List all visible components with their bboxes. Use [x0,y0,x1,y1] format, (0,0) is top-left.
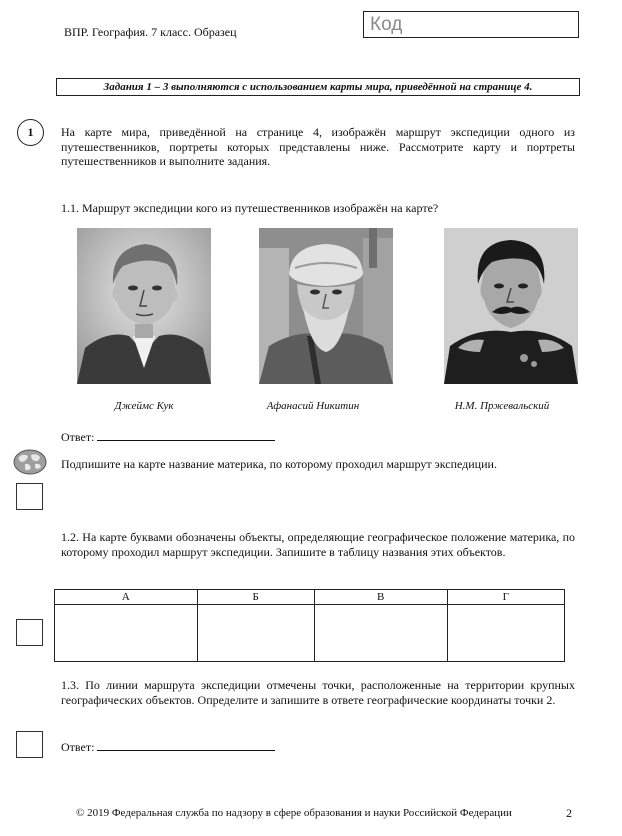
score-box-map[interactable] [16,483,43,510]
answer-label: Ответ: [61,740,95,754]
answer-cell-b[interactable] [197,605,314,662]
column-header: Г [447,590,564,605]
caption-cook: Джеймс Кук [114,400,174,412]
answer-row-1-3 [61,739,275,755]
caption-nikitin: Афанасий Никитин [266,400,360,412]
answer-label: Ответ: [61,430,95,444]
column-header: А [55,590,198,605]
question-1-2: 1.2. На карте буквами обозначены объекты, определяющие географическое положение материка, по которому проходил маршрут экспедиции. Запишите в таблицу названия этих объектов. [61,530,575,559]
task-intro: На карте мира, приведённой на странице 4, изображён маршрут экспедиции одного из путешественников, портреты которых представлены ниже. Рассмотрите карту и портреты путешественников и выполните задания. [61,125,575,168]
answer-cell-a[interactable] [55,605,198,662]
question-1-3: 1.3. По линии маршрута экспедиции отмечены точки, расположенные на территории крупных географических объектов. Определите и запишите в ответе географические координаты точки 2. [61,678,575,707]
answer-input-1-3[interactable] [97,739,275,751]
portrait-przhevalsky-image [444,228,578,384]
caption-przhevalsky: Н.М. Пржевальский [454,400,550,412]
task-number: 1 [17,119,44,146]
column-header: В [314,590,447,605]
objects-table [54,589,565,662]
answer-cell-v[interactable] [314,605,447,662]
map-task-text: Подпишите на карте название материка, по которому проходил маршрут экспедиции. [61,457,497,471]
globe-icon [13,449,47,475]
portrait-cook-image [77,228,211,384]
footer-copyright: © 2019 Федеральная служба по надзору в сфере образования и науки Российской Федерации [76,807,512,819]
page-number: 2 [566,806,572,820]
question-1-1: 1.1. Маршрут экспедиции кого из путешественников изображён на карте? [61,201,439,215]
answer-row-1-1 [61,429,275,445]
instruction-banner: Задания 1 – 3 выполняются с использованием карты мира, приведённой на странице 4. [56,78,580,96]
score-box-1-2[interactable] [16,619,43,646]
score-box-1-3[interactable] [16,731,43,758]
header-title: ВПР. География. 7 класс. Образец [64,25,237,39]
column-header: Б [197,590,314,605]
answer-input-1-1[interactable] [97,429,275,441]
answer-cell-g[interactable] [447,605,564,662]
code-field[interactable]: Код [363,11,579,38]
portrait-nikitin-image [259,228,393,384]
